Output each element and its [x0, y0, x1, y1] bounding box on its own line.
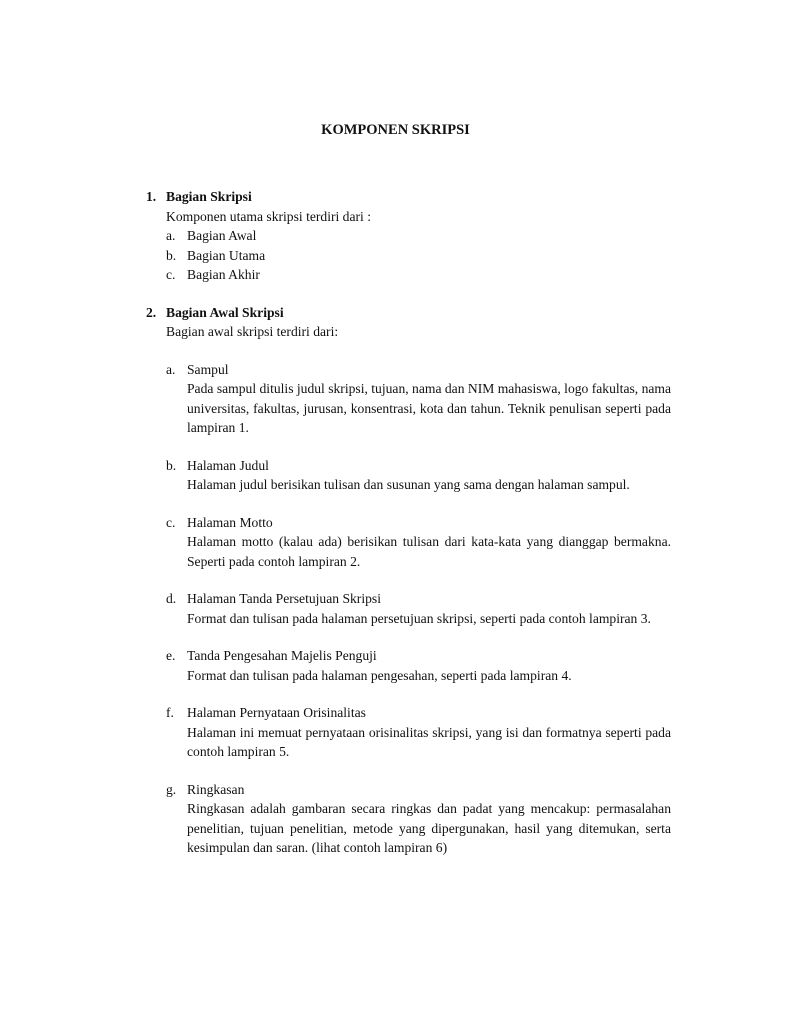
subsection-content	[187, 513, 671, 572]
section-body	[166, 303, 671, 858]
section-number: 1.	[146, 189, 157, 204]
spacer	[166, 762, 671, 780]
subsection-paragraph: Ringkasan adalah gambaran secara ringkas dan padat yang mencakup: permasalahan penelitian, tujuan penelitian, metode yang dipergunakan, hasil yang ditemukan, serta kesimpulan dan saran. (lihat contoh lampiran 6)	[187, 801, 671, 855]
subsection-letter: d.	[166, 591, 177, 606]
subsection-content	[187, 703, 671, 762]
subsection-letter: g.	[166, 781, 177, 797]
subsection-content	[187, 646, 671, 685]
spacer	[166, 685, 671, 703]
subsection-letter: e.	[166, 648, 176, 663]
spacer	[166, 628, 671, 646]
list-item-text: Bagian Utama	[187, 247, 266, 263]
subsection-persetujuan	[166, 589, 671, 628]
subsection-heading: Halaman Pernyataan Orisinalitas	[187, 705, 366, 720]
section-bagian-skripsi	[146, 187, 671, 285]
subsection-letter: a.	[166, 361, 176, 377]
list-item-letter: c.	[166, 267, 176, 282]
section-number: 2.	[146, 304, 157, 320]
list-item-text: Bagian Akhir	[187, 267, 260, 282]
subsection-content	[187, 456, 671, 495]
subsection-paragraph: Pada sampul ditulis judul skripsi, tujuan, nama dan NIM mahasiswa, logo fakultas, nama universitas, fakultas, jurusan, konsentrasi, kota dan tahun. Teknik penulisan seperti pada lampiran 1.	[187, 381, 672, 435]
subsection-letter: f.	[166, 705, 174, 720]
list-item-text: Bagian Awal	[187, 228, 257, 243]
subsection-orisinalitas	[166, 703, 671, 762]
subsection-heading: Ringkasan	[187, 781, 245, 797]
section-title: Bagian Skripsi	[166, 189, 252, 204]
section-title: Bagian Awal Skripsi	[166, 304, 284, 320]
section-bagian-awal-skripsi	[146, 303, 671, 858]
section-body	[166, 187, 671, 285]
spacer	[166, 571, 671, 589]
subsection-sampul	[166, 360, 671, 438]
subsection-paragraph: Halaman judul berisikan tulisan dan susunan yang sama dengan halaman sampul.	[187, 477, 630, 492]
list-item-letter: b.	[166, 247, 177, 263]
list-item	[166, 265, 671, 285]
subsection-letter: b.	[166, 457, 177, 473]
subsection-heading: Tanda Pengesahan Majelis Penguji	[187, 648, 377, 663]
subsection-heading: Halaman Tanda Persetujuan Skripsi	[187, 591, 381, 606]
subsection-content	[187, 780, 671, 858]
subsection-heading: Sampul	[187, 361, 229, 377]
spacer	[166, 495, 671, 513]
subsection-heading: Halaman Motto	[187, 514, 273, 530]
list-item	[166, 226, 671, 246]
document-body	[146, 187, 671, 858]
subsection-halaman-motto	[166, 513, 671, 572]
subsection-pengesahan	[166, 646, 671, 685]
subsection-content	[187, 589, 671, 628]
page-title: KOMPONEN SKRIPSI	[321, 122, 470, 138]
spacer	[166, 438, 671, 456]
list-item	[166, 246, 671, 266]
subsection-letter: c.	[166, 514, 176, 530]
section-intro: Komponen utama skripsi terdiri dari :	[166, 208, 371, 224]
list-item-letter: a.	[166, 228, 176, 243]
subsection-paragraph: Format dan tulisan pada halaman persetujuan skripsi, seperti pada contoh lampiran 3.	[187, 610, 651, 626]
subsection-content	[187, 360, 671, 438]
subsection-paragraph: Format dan tulisan pada halaman pengesahan, seperti pada lampiran 4.	[187, 667, 572, 683]
spacer	[166, 342, 671, 360]
subsection-ringkasan	[166, 780, 671, 858]
subsection-paragraph: Halaman motto (kalau ada) berisikan tulisan dari kata-kata yang dianggap bermakna. Seperti pada contoh lampiran 2.	[187, 534, 671, 569]
subsection-heading: Halaman Judul	[187, 457, 269, 473]
section-intro: Bagian awal skripsi terdiri dari:	[166, 324, 339, 339]
spacer	[146, 285, 671, 303]
subsection-halaman-judul	[166, 456, 671, 495]
subsection-paragraph: Halaman ini memuat pernyataan orisinalitas skripsi, yang isi dan formatnya seperti pada contoh lampiran 5.	[187, 724, 671, 759]
